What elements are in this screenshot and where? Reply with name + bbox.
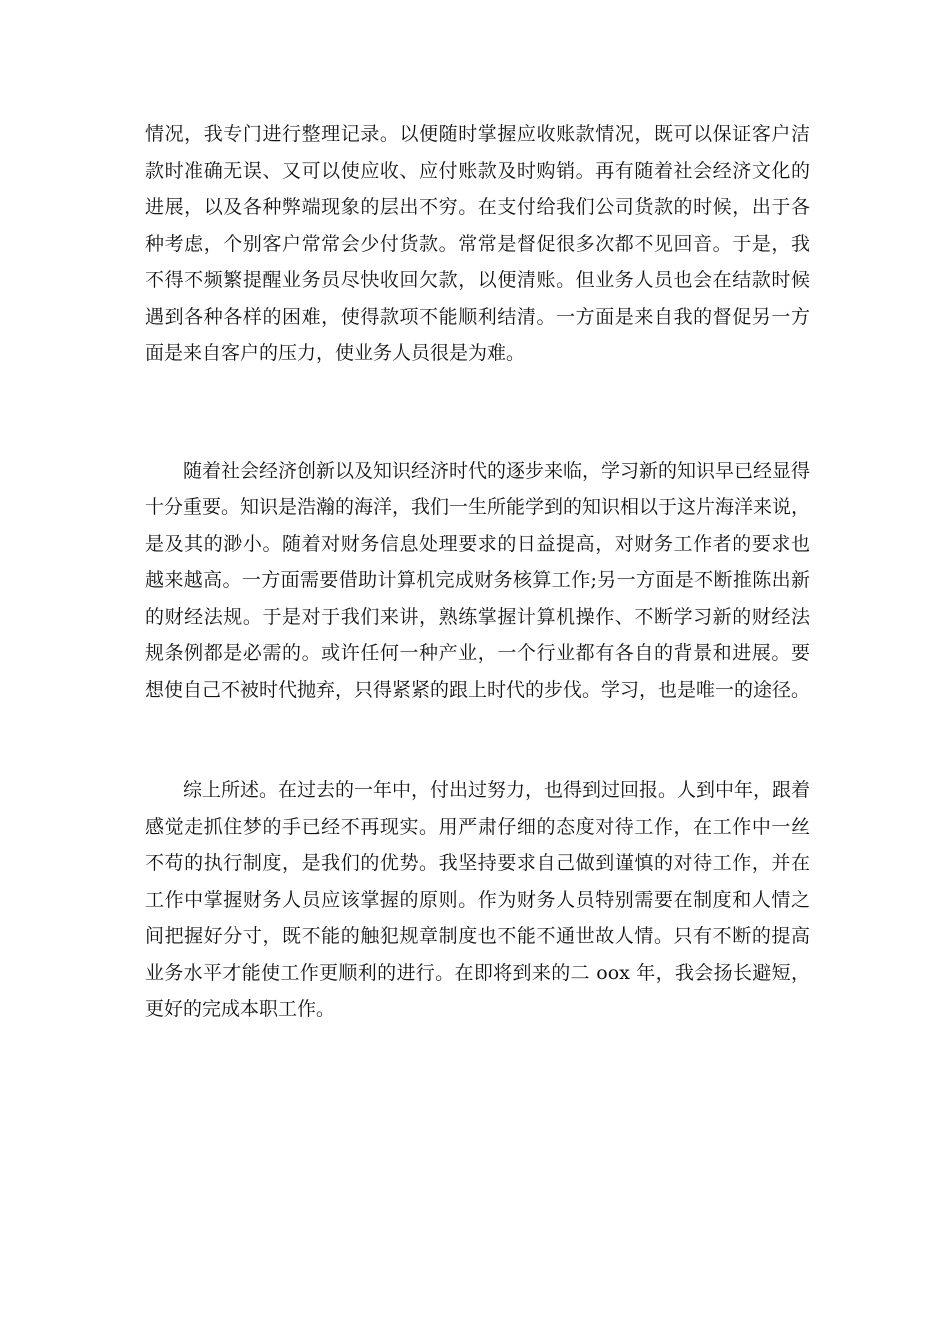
text-line: 情况，我专门进行整理记录。以便随时掌握应收账款情况，既可以保证客户洁: [145, 123, 810, 145]
document-page: [145, 116, 810, 1028]
text-line: 是及其的渺小。随着对财务信息处理要求的日益提高，对财务工作者的要求也: [145, 532, 810, 555]
text-line: 随着社会经济创新以及知识经济时代的逐步来临，学习新的知识早已经显得: [145, 459, 811, 482]
paragraph-receivables: [145, 116, 810, 372]
text-line: 越来越高。一方面需要借助计算机完成财务核算工作;另一方面是不断推陈出新: [145, 569, 810, 591]
paragraph-learning: [145, 453, 810, 709]
text-line: 的财经法规。于是对于我们来讲，熟练掌握计算机操作、不断学习新的财经法: [145, 605, 810, 628]
text-line: 间把握好分寸，既不能的触犯规章制度也不能不通世故人情。只有不断的提高: [145, 925, 810, 947]
text-line: 工作中掌握财务人员应该掌握的原则。作为财务人员特别需要在制度和人情之: [145, 888, 810, 911]
text-line: 不苟的执行制度，是我们的优势。我坚持要求自己做到谨慎的对待工作，并在: [145, 852, 810, 874]
text-line: 想使自己不被时代抛弃，只得紧紧的跟上时代的步伐。学习，也是唯一的途径。: [145, 678, 811, 701]
text-line: 遇到各种各样的困难，使得款项不能顺利结清。一方面是来自我的督促另一方: [145, 305, 810, 328]
text-line: 综上所述。在过去的一年中，付出过努力，也得到过回报。人到中年，跟着: [145, 779, 811, 801]
text-line: 款时准确无误、又可以使应收、应付账款及时购销。再有随着社会经济文化的: [145, 159, 810, 182]
paragraph-spacer: [145, 372, 810, 453]
text-line: 十分重要。知识是浩瀚的海洋，我们一生所能学到的知识相以于这片海洋来说，: [145, 496, 811, 518]
text-line: 不得不频繁提醒业务员尽快收回欠款，以便清账。但业务人员也会在结款时候: [145, 269, 810, 291]
text-line: 更好的完成本职工作。: [145, 998, 336, 1020]
paragraph-summary: [145, 772, 810, 1028]
text-line: 进展，以及各种弊端现象的层出不穷。在支付给我们公司货款的时候，出于各: [145, 196, 810, 218]
paragraph-spacer: [145, 708, 810, 772]
text-line: 面是来自客户的压力，使业务人员很是为难。: [145, 342, 526, 364]
text-line: 规条例都是必需的。或许任何一种产业，一个行业都有各自的背景和进展。要: [145, 642, 810, 664]
text-line: 感觉走抓住梦的手已经不再现实。用严肃仔细的态度对待工作，在工作中一丝: [145, 815, 810, 838]
text-line: 业务水平才能使工作更顺利的进行。在即将到来的二 oox 年，我会扬长避短，: [145, 961, 810, 984]
text-line: 种考虑，个别客户常常会少付货款。常常是督促很多次都不见回音。于是，我: [145, 232, 810, 255]
